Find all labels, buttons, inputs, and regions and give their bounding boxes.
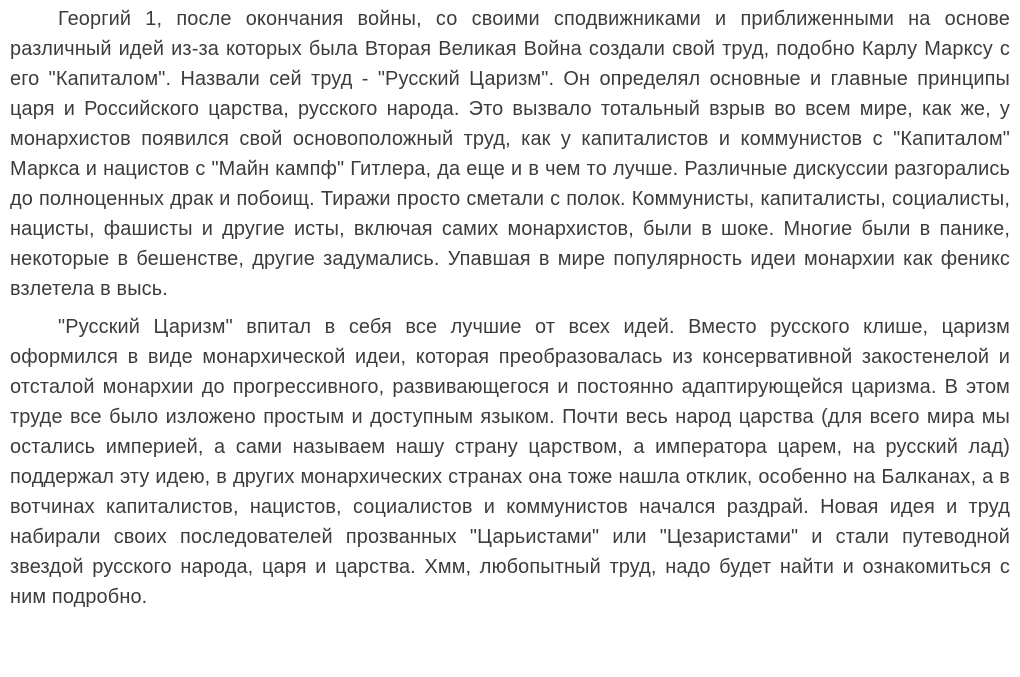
paragraph-1: Георгий 1, после окончания войны, со своими сподвижниками и приближенными на основе различный идей из-за которых была Вторая Великая Война создали свой труд, подобно Карлу Марксу с его "Капиталом". Назвали сей труд - "Русский Царизм". Он определял основные и главные принципы царя и Российского царства, русского народа. Это вызвало тотальный взрыв во всем мире, как же, у монархистов появился свой основоположный труд, как у капиталистов и коммунистов с "Капиталом" Маркса и нацистов с "Майн кампф" Гитлера, да еще и в чем то лучше. Различные дискуссии разгорались до полноценных драк и побоищ. Тиражи просто сметали с полок. Коммунисты, капиталисты, социалисты, нацисты, фашисты и другие исты, включая самих монархистов, были в шоке. Многие были в панике, некоторые в бешенстве, другие задумались. Упавшая в мире популярность идеи монархии как феникс взлетела в высь. bbox=[10, 8, 1010, 300]
paragraph-2: "Русский Царизм" впитал в себя все лучшие от всех идей. Вместо русского клише, царизм оформился в виде монархической идеи, которая преобразовалась из консервативной закостенелой и отсталой монархии до прогрессивного, развивающегося и постоянно адаптирующейся царизма. В этом труде все было изложено простым и доступным языком. Почти весь народ царства (для всего мира мы остались империей, а сами называем нашу страну царством, а императора царем, на русский лад) поддержал эту идею, в других монархических странах она тоже нашла отклик, особенно на Балканах, а в вотчинах капиталистов, нацистов, социалистов и коммунистов начался раздрай. Новая идея и труд набирали своих последователей прозванных "Царьистами" или "Цезаристами" и стали путеводной звездой русского народа, царя и царства. Хмм, любопытный труд, надо будет найти и ознакомиться с ним подробно. bbox=[10, 316, 1010, 608]
